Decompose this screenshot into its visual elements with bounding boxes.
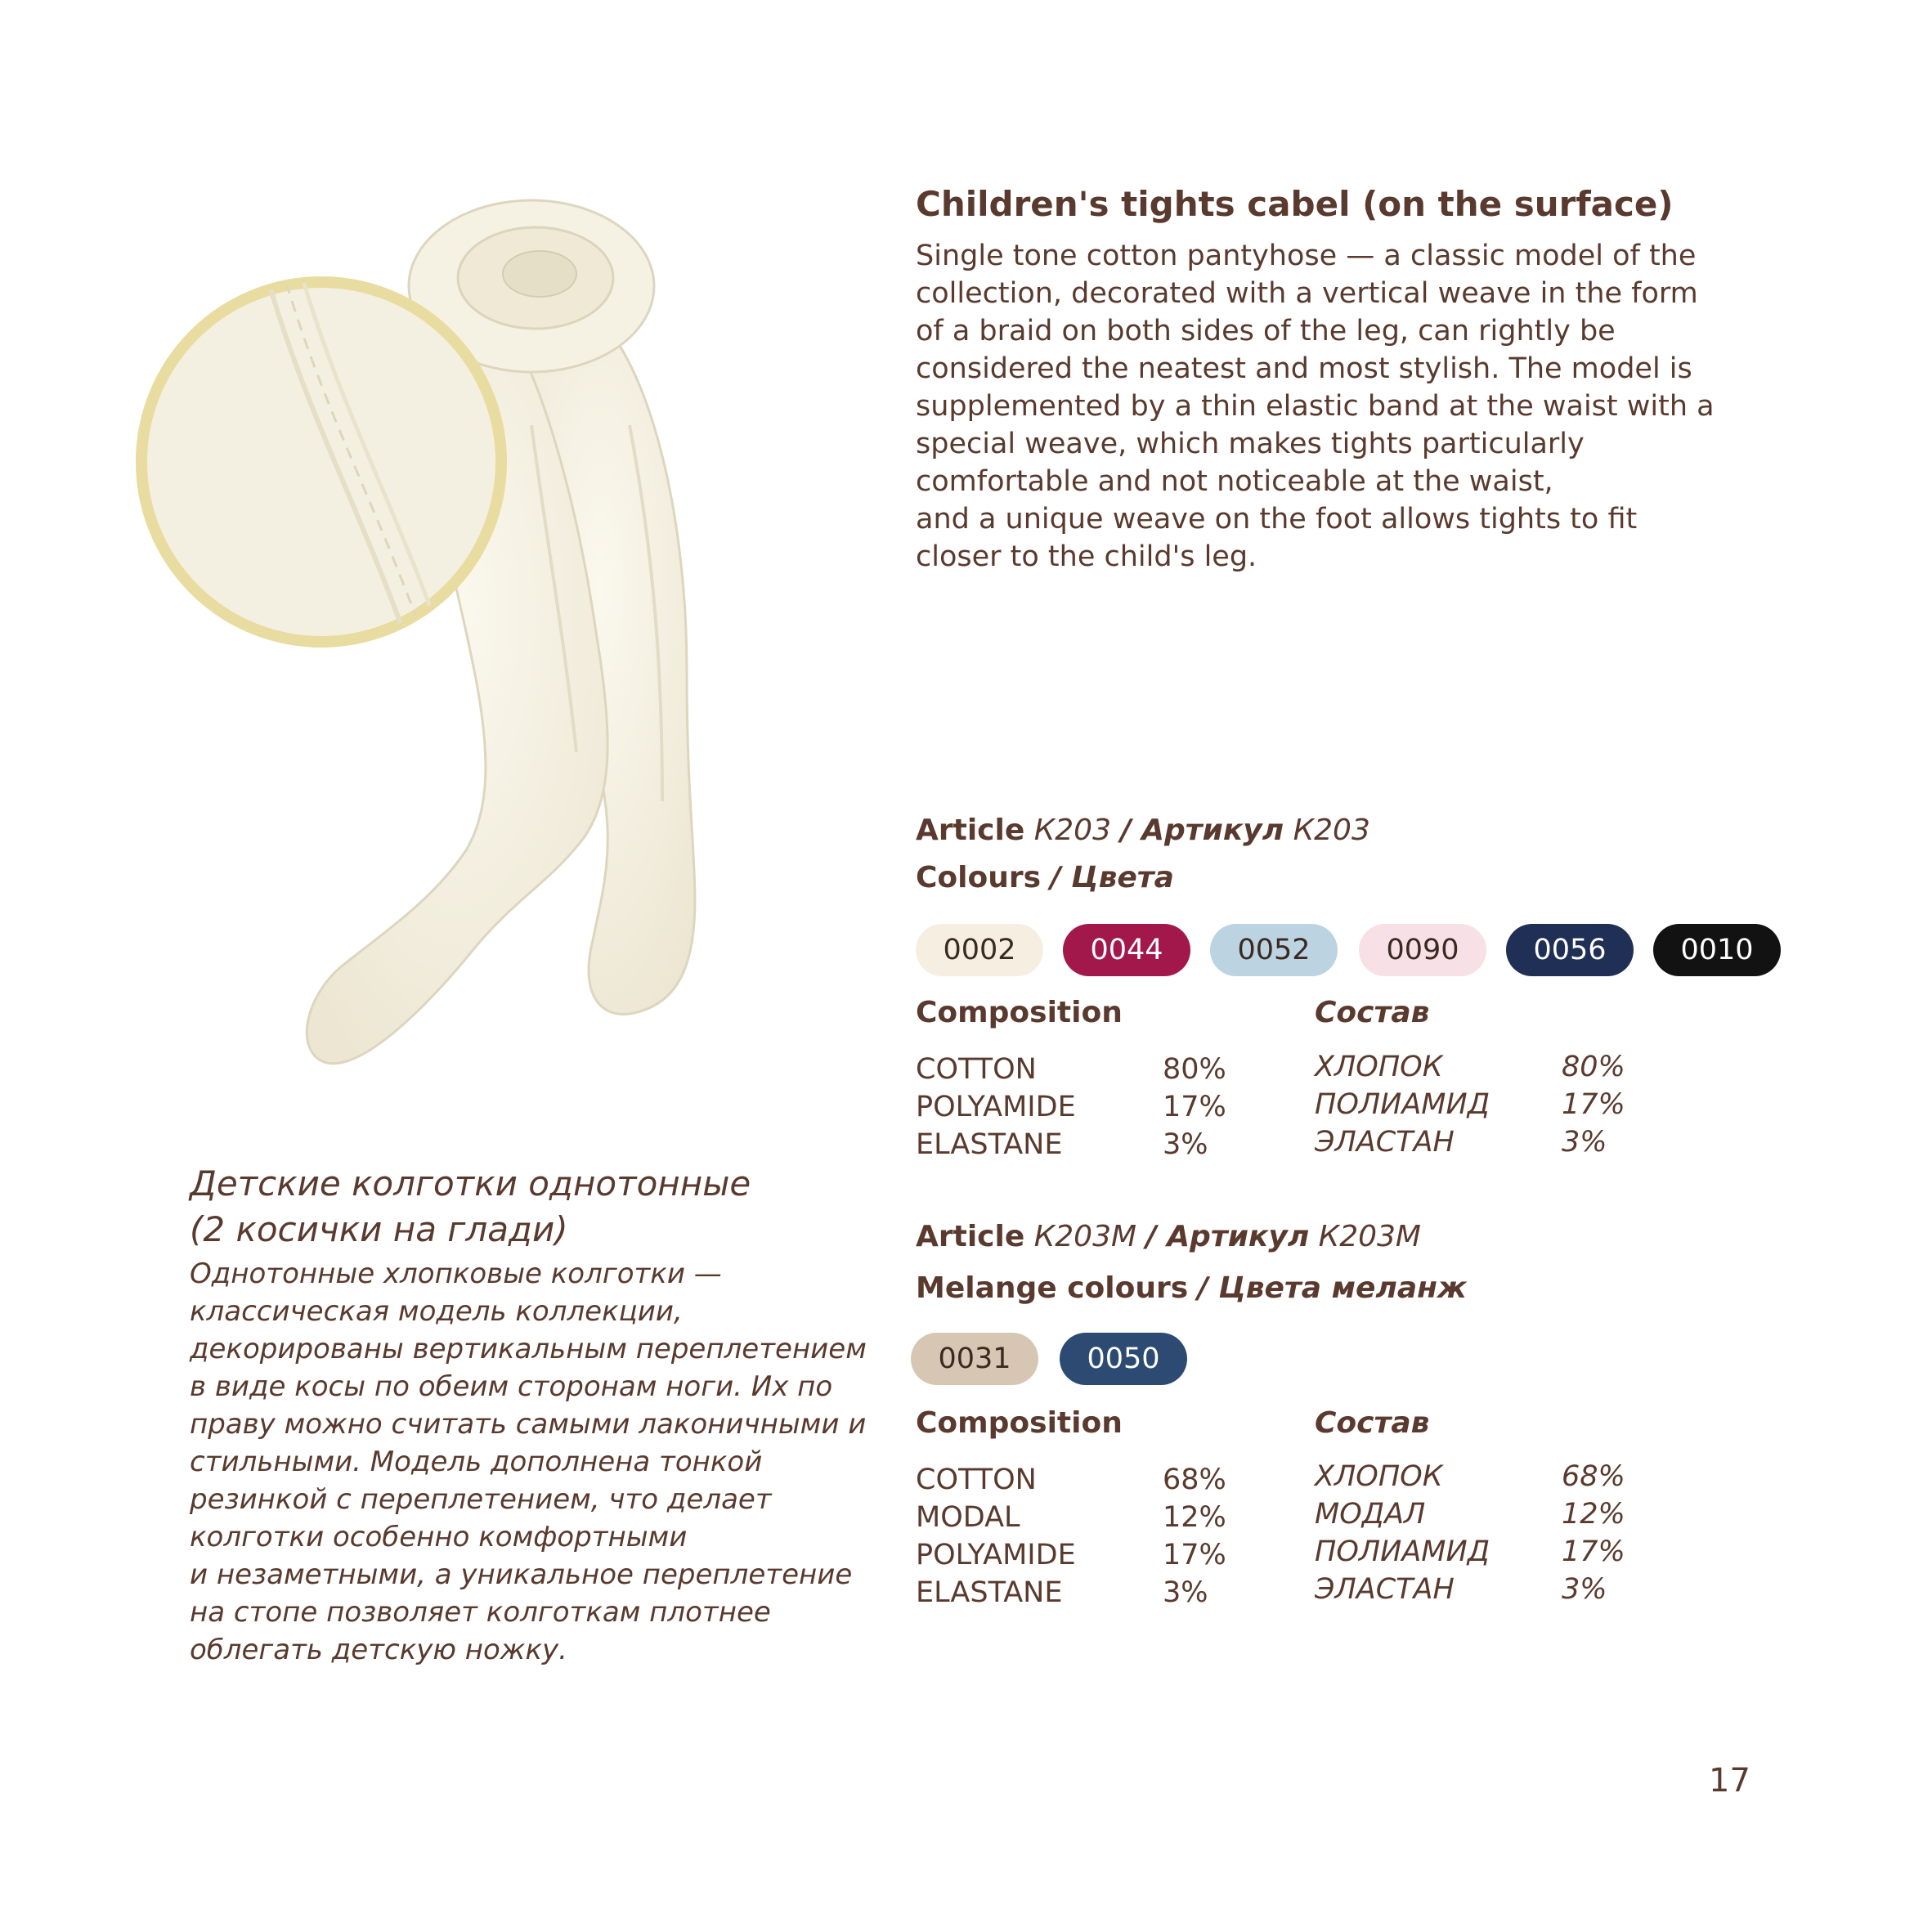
article-line-k203m: Article К203М / Артикул К203М <box>916 1220 1421 1253</box>
colour-swatch-0052: 0052 <box>1210 924 1338 976</box>
colour-swatch-0090: 0090 <box>1359 924 1486 976</box>
composition-heading-ru-2: Состав <box>1315 1406 1430 1440</box>
composition-table-2: COTTON 68% MODAL 12% POLYAMIDE 17% ELASTANE 3% <box>916 1464 1226 1609</box>
product-description-en: Single tone cotton pantyhose — a classic model of the collection, decorated with a vertical weave in the form of a braid on both sides of the leg, can rightly be considered the neatest and most stylish. The model is supplemented by a thin elastic band at the waist with a special weave, which makes tights particularly comfortable and not noticeable at the waist, and a unique weave on the foot allows tights to fit closer to the child's leg. <box>916 240 1715 573</box>
product-title-en: Children's tights cabel (on the surface) <box>916 184 1674 224</box>
product-image-tights <box>123 180 858 1096</box>
colour-swatch-0050: 0050 <box>1060 1333 1187 1385</box>
colour-swatch-0031: 0031 <box>911 1333 1038 1385</box>
composition-table: COTTON 80% POLYAMIDE 17% ELASTANE 3% <box>916 1053 1226 1161</box>
colour-swatch-0044: 0044 <box>1063 924 1190 976</box>
composition-heading: Composition <box>916 996 1123 1029</box>
product-title-ru: Детские колготки однотонные (2 косички на глади) <box>190 1163 751 1249</box>
colours-line: Colours / Цвета <box>916 861 1174 894</box>
colour-swatch-0002: 0002 <box>916 924 1043 976</box>
composition-table-ru: ХЛОПОК 80% ПОЛИАМИД 17% ЭЛАСТАН 3% <box>1315 1051 1625 1159</box>
composition-heading-ru: Состав <box>1315 996 1430 1029</box>
article-line-k203: Article К203 / Артикул К203 <box>916 814 1370 847</box>
composition-heading-2: Composition <box>916 1406 1123 1440</box>
product-description-ru: Однотонные хлопковые колготки — классическая модель коллекции, декорированы вертикальным переплетением в виде косы по обеим сторонам ноги. Их по праву можно считать самыми лаконичными и стильными. Модель дополнена тонкой резинкой с переплетением, что делает колготки особенно комфортными и незаметными, а уникальное переплетение на стопе позволяет колготкам плотнее облегать детскую ножку. <box>190 1257 867 1666</box>
page-number: 17 <box>1709 1762 1750 1800</box>
colour-swatch-0056: 0056 <box>1506 924 1634 976</box>
melange-colours-line: Melange colours / Цвета меланж <box>916 1271 1467 1305</box>
colour-swatch-0010: 0010 <box>1653 924 1781 976</box>
composition-table-ru-2: ХЛОПОК 68% МОДАЛ 12% ПОЛИАМИД 17% ЭЛАСТАН 3% <box>1315 1460 1625 1606</box>
